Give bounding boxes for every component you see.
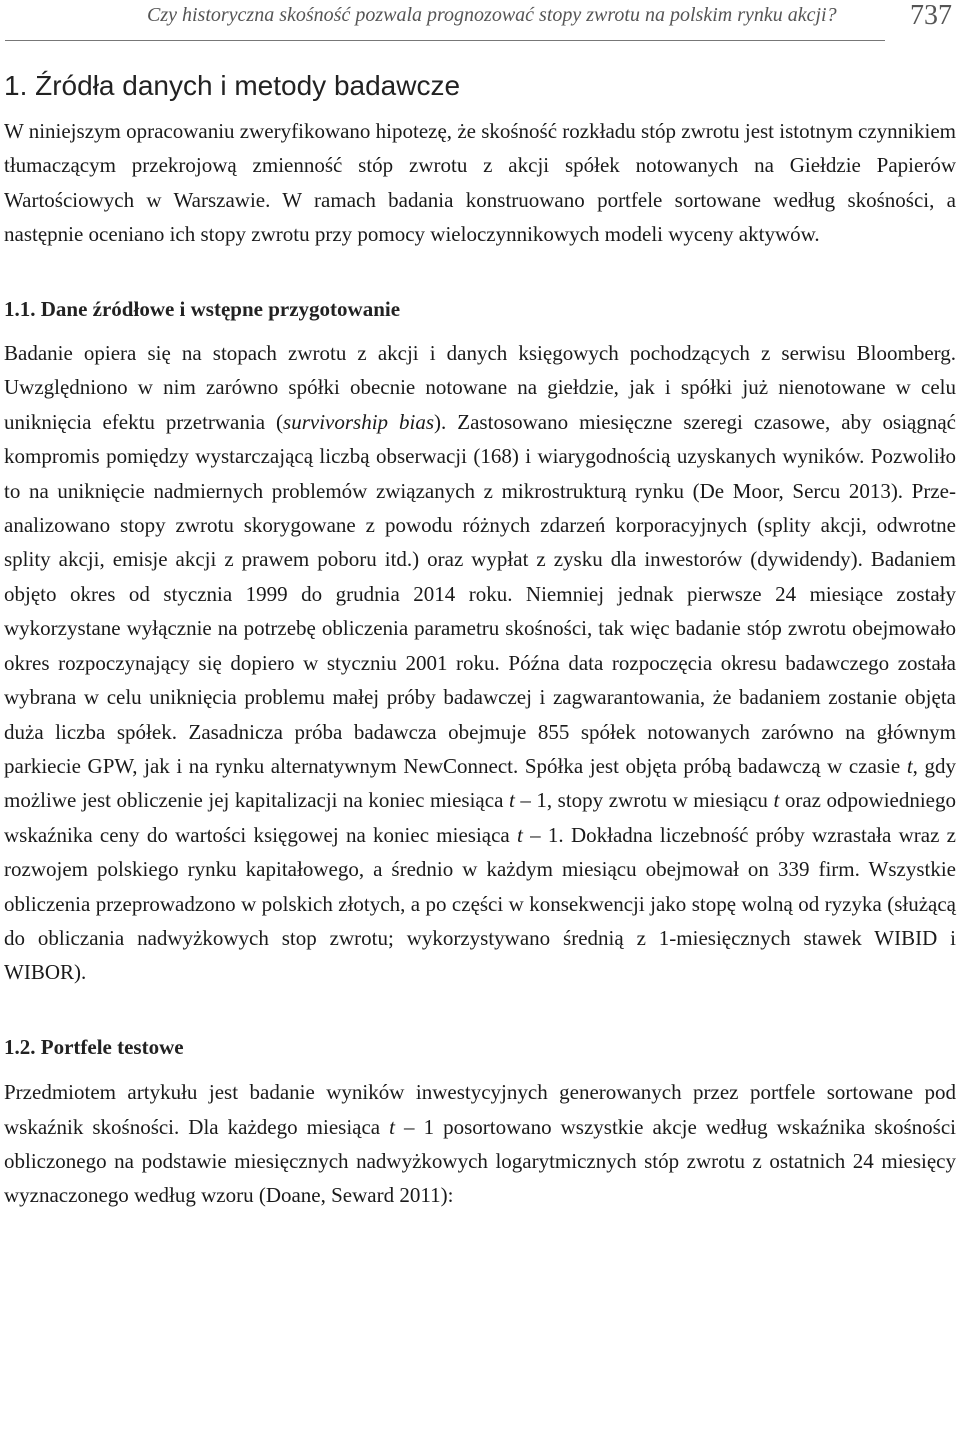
variable-t: t — [773, 788, 780, 813]
text-segment: , gdy możliwe jest obliczenie jej kapitalizacji na koniec miesiąca — [4, 753, 956, 813]
section-1-1-paragraph — [4, 336, 956, 990]
text-segment: Badanie opiera się na stopach zwrotu z akcji i danych księgowych pochodzących z serwisu Bloomberg. Uwzględniono w nim zarówno spółki obecnie notowane na giełdzie, jak i spółki już nienotowane w celu uniknięcia efektu przetrwania ( — [4, 341, 956, 434]
text-segment: – 1. Dokładna liczebność próby wzrastała wraz z rozwojem polskiego rynku kapitałowego, a średnio w każdym miesiącu obejmował on 339 firm. Wszystkie obliczenia przeprowadzono w polskich złotych, a po części w konsekwencji jako stopę wolną od ryzyka (służącą do obliczania nadwyżkowych stop zwrotu; wykorzystywano średnią z 1-miesięcznych stawek WIBID i WIBOR). — [4, 822, 956, 985]
header-rule — [5, 40, 885, 41]
text-segment: ). Zastosowano miesięczne szeregi czasowe, aby osiągnąć kompromis pomiędzy wystarczającą liczbą obserwacji (168) i wiarygodnością uzyskanych wyników. Pozwoliło to na uniknięcie nadmiernych problemów związanych z mikrostrukturą rynku (De Moor, Sercu 2013). Przeanalizowano stopy zwrotu skorygowane z powodu różnych zdarzeń korporacyjnych (splity akcji, odwrotne splity akcji, emisje akcji z prawem poboru itd.) oraz wypłat z zysku dla inwestorów (dywidendy). Badaniem objęto okres od stycznia 1999 do grudnia 2014 roku. Niemniej jednak pierwsze 24 miesiące zostały wykorzystane wyłącznie na potrzebę obliczenia parametru skośności, tak więc badanie stóp zwrotu obejmowało okres rozpoczynający się dopiero w styczniu 2001 roku. Późna data rozpoczęcia okresu badawczego została wybrana w celu uniknięcia problemu małej próby badawczej i zagwarantowania, że badaniem zostanie objęta duża liczba spółek. Zasadnicza próba badawcza obejmuje 855 spółek notowanych zarówno na głównym parkiecie GPW, jak i na rynku alternatywnym NewConnect. Spółka jest objęta próbą badawczą w czasie — [4, 409, 956, 778]
section-heading-1-1: 1.1. Dane źródłowe i wstępne przygotowanie — [4, 296, 401, 321]
section-1-intro-paragraph: W niniejszym opracowaniu zweryfikowano hipotezę, że skośność rozkładu stóp zwrotu jest istotnym czynnikiem tłumaczącym przekrojową zmienność stóp zwrotu z akcji spółek notowanych na Giełdzie Papierów Wartościowych w Warszawie. W ramach badania konstruowano portfele sortowane według skośności, a następnie oceniano ich stopy zwrotu przy pomocy wieloczynnikowych modeli wyceny aktywów. — [4, 119, 956, 247]
italic-term: survivorship bias — [283, 409, 435, 434]
section-heading-1: 1. Źródła danych i metody badawcze — [4, 70, 461, 101]
variable-t: t — [517, 822, 523, 847]
running-header — [0, 0, 960, 44]
running-title: Czy historyczna skośność pozwala prognozować stopy zwrotu na polskim rynku akcji? — [147, 4, 837, 26]
spacer — [4, 252, 956, 292]
spacer — [4, 1064, 956, 1075]
text-segment: – 1, stopy zwrotu w miesiącu — [514, 788, 774, 813]
page-number: 737 — [910, 0, 952, 31]
text-segment: Przedmiotem artykułu jest badanie wyników inwestycyjnych generowanych przez portfele sortowane pod wskaźnik skośności. Dla każdego miesiąca — [4, 1080, 956, 1139]
text-segment: oraz odpowiedniego wskaźnika ceny do wartości księgowej na koniec miesiąca — [4, 788, 957, 847]
page-body — [4, 66, 956, 1213]
section-1-2-paragraph — [4, 1075, 956, 1213]
spacer — [4, 990, 956, 1030]
variable-t: t — [508, 788, 515, 813]
section-heading-1-2: 1.2. Portfele testowe — [4, 1034, 184, 1059]
spacer — [4, 326, 956, 336]
variable-t: t — [389, 1114, 395, 1139]
text-segment: – 1 posortowano wszystkie akcje według wskaźnika skośności obliczonego na podstawie miesięcznych nadwyżkowych logarytmicznych stóp zwrotu z ostatnich 24 miesięcy wyznaczonego według wzoru (Doane, Seward 2011): — [4, 1114, 957, 1208]
variable-t: t — [906, 753, 913, 778]
